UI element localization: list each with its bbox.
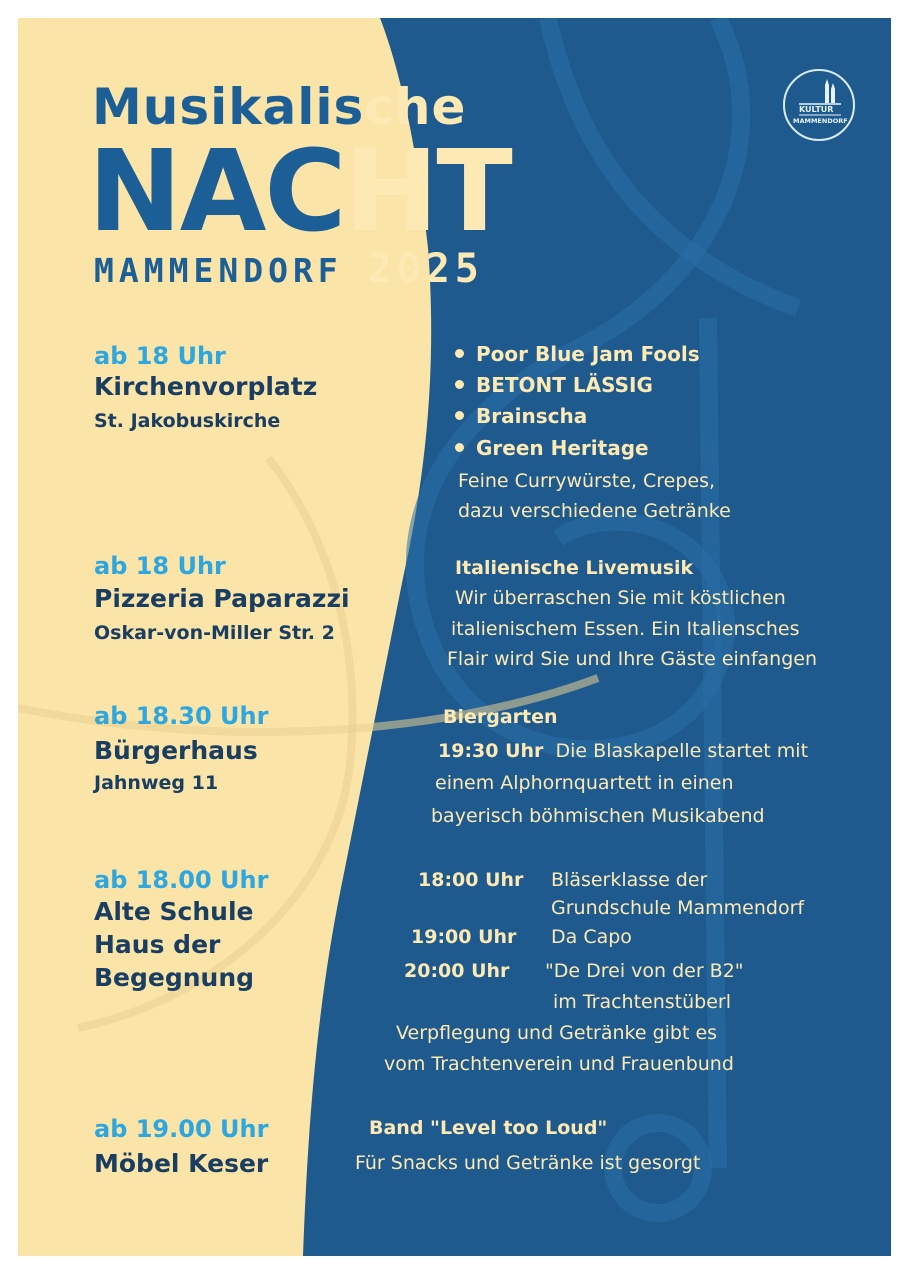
event-info-line: italienischem Essen. Ein Italiensches xyxy=(451,618,800,640)
bullet-icon xyxy=(455,349,464,358)
logo-text-kultur: KULTUR xyxy=(799,105,834,114)
event-info-line: Feine Currywürste, Crepes, xyxy=(458,470,716,492)
band-item: Poor Blue Jam Fools xyxy=(455,342,700,366)
event-heading: Biergarten xyxy=(443,706,558,728)
event-info-line: bayerisch böhmischen Musikabend xyxy=(431,805,765,827)
event-place-line: Alte Schule xyxy=(94,897,254,926)
event-info-line: Flair wird Sie und Ihre Gäste einfangen xyxy=(447,648,818,670)
event-info-line: Verpflegung und Getränke gibt es xyxy=(396,1022,718,1044)
logo-text-mammendorf: MAMMENDORF xyxy=(793,117,848,125)
title-line-nacht: NACHT xyxy=(88,127,511,257)
schedule-text: Da Capo xyxy=(551,926,632,948)
event-heading: Band "Level too Loud" xyxy=(369,1117,608,1139)
event-time: ab 18 Uhr xyxy=(94,552,226,580)
band-item: Brainscha xyxy=(455,404,587,428)
event-info-line: dazu verschiedene Getränke xyxy=(458,500,731,522)
schedule-text: im Trachtenstüberl xyxy=(553,991,731,1013)
event-address: Oskar-von-Miller Str. 2 xyxy=(94,622,335,644)
event-address: St. Jakobuskirche xyxy=(94,410,281,432)
event-time: ab 19.00 Uhr xyxy=(94,1115,269,1143)
schedule-time: 19:00 Uhr xyxy=(411,926,517,948)
title-line-musikalische: Musikalische xyxy=(92,78,467,136)
event-info-line: einem Alphornquartett in einen xyxy=(435,772,734,794)
event-heading: Italienische Livemusik xyxy=(455,557,694,579)
schedule-time: 20:00 Uhr xyxy=(404,960,510,982)
event-program-line: 19:30 Uhr Die Blaskapelle startet mit xyxy=(438,740,809,762)
event-info-line: Wir überraschen Sie mit köstlichen xyxy=(455,587,786,609)
event-time: ab 18 Uhr xyxy=(94,342,226,370)
event-time: ab 18.00 Uhr xyxy=(94,866,269,894)
event-time: ab 18.30 Uhr xyxy=(94,702,269,730)
event-place: Kirchenvorplatz xyxy=(94,372,318,401)
event-info-line: vom Trachtenverein und Frauenbund xyxy=(384,1053,734,1075)
band-item: Green Heritage xyxy=(455,436,649,460)
event-address: Jahnweg 11 xyxy=(94,772,219,794)
schedule-text: Grundschule Mammendorf xyxy=(551,897,805,919)
event-place: Bürgerhaus xyxy=(94,736,258,765)
event-place: Pizzeria Paparazzi xyxy=(94,584,350,613)
event-place-line: Haus der xyxy=(94,930,221,959)
event-place: Möbel Keser xyxy=(94,1149,269,1178)
band-item: BETONT LÄSSIG xyxy=(455,373,653,397)
bullet-icon xyxy=(455,443,464,452)
bullet-icon xyxy=(455,380,464,389)
kultur-mammendorf-logo xyxy=(783,69,855,141)
bullet-icon xyxy=(455,411,464,420)
event-place-line: Begegnung xyxy=(94,963,255,992)
schedule-time: 18:00 Uhr xyxy=(418,869,524,891)
event-info-line: Für Snacks und Getränke ist gesorgt xyxy=(355,1152,701,1174)
schedule-text: Bläserklasse der xyxy=(551,869,708,891)
poster xyxy=(18,18,891,1256)
title-line-mammendorf: MAMMENDORF 2025 xyxy=(94,246,484,292)
schedule-text: "De Drei von der B2" xyxy=(545,960,744,982)
